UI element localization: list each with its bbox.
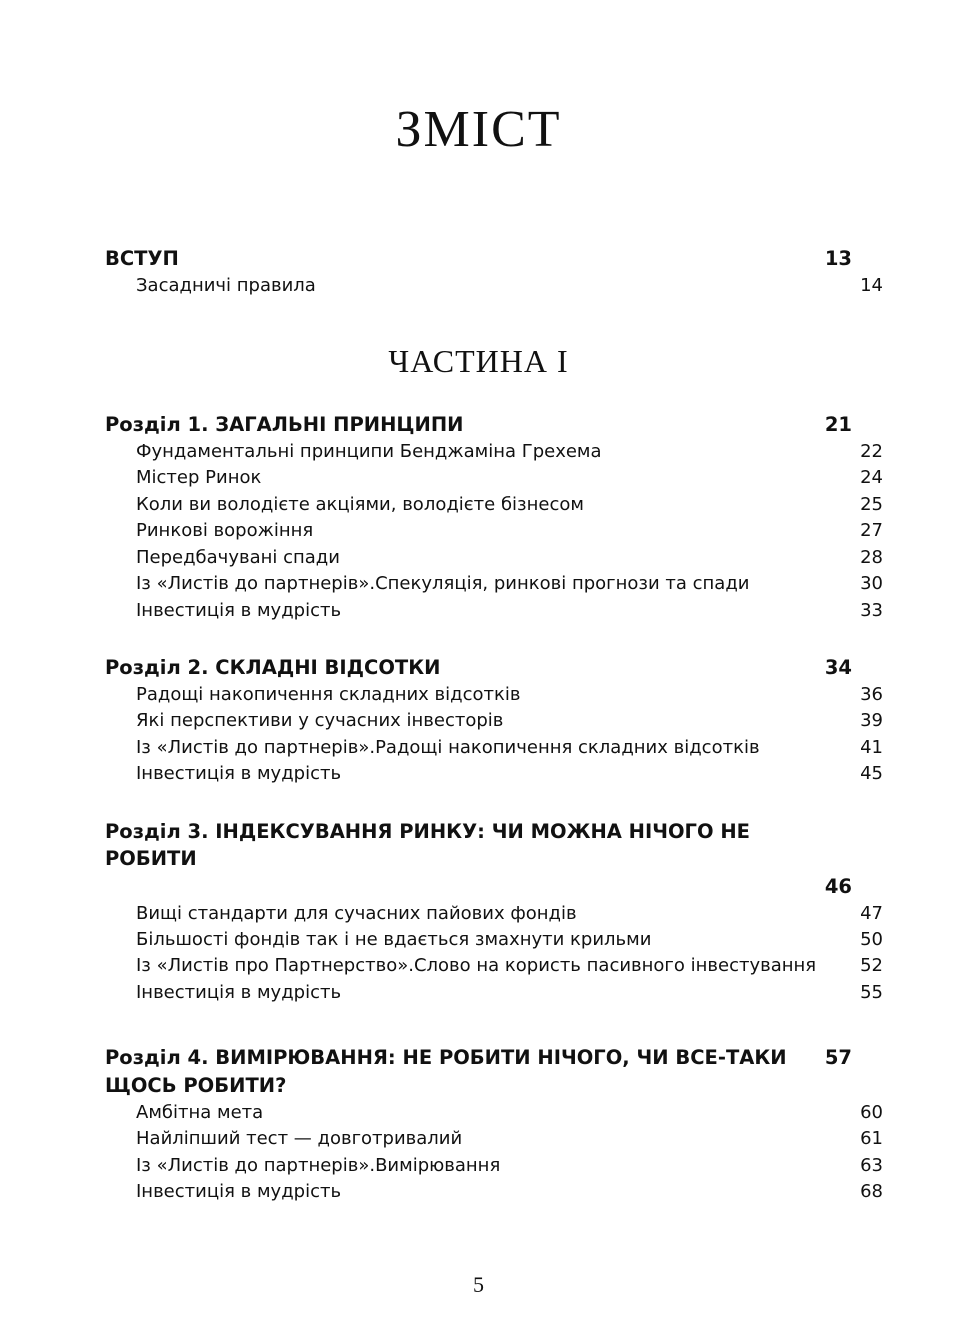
- toc-entry-label: Розділ 4. ВИМІРЮВАННЯ: НЕ РОБИТИ НІЧОГО, ЧИ ВСЕ-ТАКИ ЩОСЬ РОБИТИ?: [105, 1046, 787, 1098]
- toc-entry-sub[interactable]: [105, 761, 883, 787]
- toc-entry-label: Розділ 3. ІНДЕКСУВАННЯ РИНКУ: ЧИ МОЖНА НІЧОГО НЕ РОБИТИ: [105, 819, 750, 871]
- toc-entry-page: 33: [860, 599, 883, 621]
- toc-entry-page: 47: [860, 902, 883, 924]
- toc-entry-sub[interactable]: [105, 273, 883, 299]
- toc-entry-label: Із «Листів про Партнерство».Слово на користь пасивного інвестування: [136, 955, 817, 977]
- page-title: ЗМІСТ: [395, 101, 562, 158]
- toc-entry-sub[interactable]: [105, 1179, 883, 1205]
- toc-entry-page: 60: [860, 1101, 883, 1123]
- toc-entry-heading[interactable]: [105, 1044, 852, 1099]
- toc-entry-label: Засадничі правила: [136, 274, 316, 296]
- toc-entry-sub[interactable]: [105, 708, 883, 734]
- toc-group-chapter-2: [105, 654, 883, 788]
- toc-entry-label: Амбітна мета: [136, 1101, 264, 1123]
- toc-entry-label: Більшості фондів так і не вдається змахнути крильми: [136, 929, 652, 951]
- spacer: [105, 788, 852, 818]
- spacer: [105, 624, 852, 654]
- table-of-contents: [105, 245, 883, 1206]
- document-page: [0, 100, 957, 1340]
- toc-entry-page: 36: [860, 683, 883, 705]
- toc-entry-sub[interactable]: [105, 1126, 883, 1152]
- toc-entry-label: Які перспективи у сучасних інвесторів: [136, 710, 504, 732]
- toc-entry-page: 39: [860, 710, 883, 732]
- toc-entry-page: 24: [860, 467, 883, 489]
- toc-entry-sub[interactable]: [105, 465, 883, 491]
- toc-entry-sub[interactable]: [105, 1153, 883, 1179]
- toc-entry-label: Розділ 1. ЗАГАЛЬНІ ПРИНЦИПИ: [105, 413, 464, 437]
- toc-entry-page: 21: [824, 413, 852, 437]
- toc-entry-label: ВСТУП: [105, 247, 179, 270]
- toc-entry-label: Із «Листів до партнерів».Радощі накопичення складних відсотків: [136, 736, 760, 758]
- toc-entry-page: 45: [860, 763, 883, 785]
- spacer: [105, 394, 852, 411]
- toc-entry-page: 13: [824, 247, 852, 270]
- toc-entry-heading[interactable]: [105, 654, 852, 682]
- toc-entry-sub[interactable]: [105, 598, 883, 624]
- toc-entry-page: 57: [824, 1046, 852, 1070]
- toc-entry-page: 41: [860, 736, 883, 758]
- toc-entry-label: Із «Листів до партнерів».Спекуляція, ринкові прогнози та спади: [136, 573, 750, 595]
- toc-group-intro: [105, 245, 883, 299]
- part-heading: ЧАСТИНА I: [388, 343, 569, 380]
- page-folio: 5: [473, 1272, 484, 1297]
- toc-entry-page: 14: [860, 274, 883, 296]
- toc-entry-sub[interactable]: [105, 735, 883, 761]
- toc-entry-page: 55: [860, 981, 883, 1003]
- toc-group-chapter-3: [105, 818, 883, 1007]
- toc-entry-heading[interactable]: [105, 411, 852, 439]
- toc-entry-sub[interactable]: [105, 682, 883, 708]
- spacer: [105, 299, 852, 329]
- spacer: [105, 1006, 852, 1044]
- toc-entry-label: Інвестиція в мудрість: [136, 599, 342, 621]
- toc-entry-label: Розділ 2. СКЛАДНІ ВІДСОТКИ: [105, 656, 441, 679]
- toc-entry-page: 68: [860, 1181, 883, 1203]
- toc-entry-heading-page: [105, 873, 852, 901]
- toc-entry-label: Із «Листів до партнерів».Вимірювання: [136, 1154, 501, 1176]
- toc-entry-label: Містер Ринок: [136, 467, 262, 489]
- toc-entry-page: 25: [860, 493, 883, 515]
- toc-entry-label: Коли ви володієте акціями, володієте бізнесом: [136, 493, 584, 515]
- toc-entry-label: Інвестиція в мудрість: [136, 1181, 342, 1203]
- toc-entry-label: Вищі стандарти для сучасних пайових фондів: [136, 902, 577, 924]
- toc-entry-sub[interactable]: [105, 953, 883, 979]
- toc-entry-sub[interactable]: [105, 1100, 883, 1126]
- toc-entry-sub[interactable]: [105, 439, 883, 465]
- toc-entry-sub[interactable]: [105, 492, 883, 518]
- toc-entry-sub[interactable]: [105, 980, 883, 1006]
- toc-entry-sub[interactable]: [105, 927, 883, 953]
- toc-entry-heading[interactable]: [105, 818, 852, 873]
- toc-entry-page: 30: [860, 573, 883, 595]
- toc-entry-sub[interactable]: [105, 545, 883, 571]
- toc-entry-page: 63: [860, 1154, 883, 1176]
- toc-entry-label: Найліпший тест — довготривалий: [136, 1128, 463, 1150]
- toc-entry-label: Передбачувані спади: [136, 546, 340, 568]
- toc-entry-page: 34: [824, 656, 852, 679]
- toc-entry-sub[interactable]: [105, 901, 883, 927]
- toc-entry-sub[interactable]: [105, 571, 883, 597]
- toc-entry-sub[interactable]: [105, 518, 883, 544]
- toc-group-chapter-4: [105, 1044, 883, 1205]
- toc-entry-label: Ринкові ворожіння: [136, 520, 314, 542]
- toc-entry-label: Фундаментальні принципи Бенджаміна Грехема: [136, 440, 602, 462]
- toc-entry-page: 46: [824, 874, 852, 898]
- toc-group-chapter-1: [105, 411, 883, 624]
- toc-entry-page: 52: [860, 955, 883, 977]
- toc-entry-heading[interactable]: [105, 245, 852, 273]
- toc-entry-label: Інвестиція в мудрість: [136, 981, 342, 1003]
- toc-entry-page: 22: [860, 440, 883, 462]
- toc-entry-page: 28: [860, 546, 883, 568]
- toc-entry-page: 50: [860, 929, 883, 951]
- toc-entry-page: 61: [860, 1128, 883, 1150]
- toc-entry-label: Інвестиція в мудрість: [136, 763, 342, 785]
- toc-entry-label: Радощі накопичення складних відсотків: [136, 683, 521, 705]
- toc-entry-page: 27: [860, 520, 883, 542]
